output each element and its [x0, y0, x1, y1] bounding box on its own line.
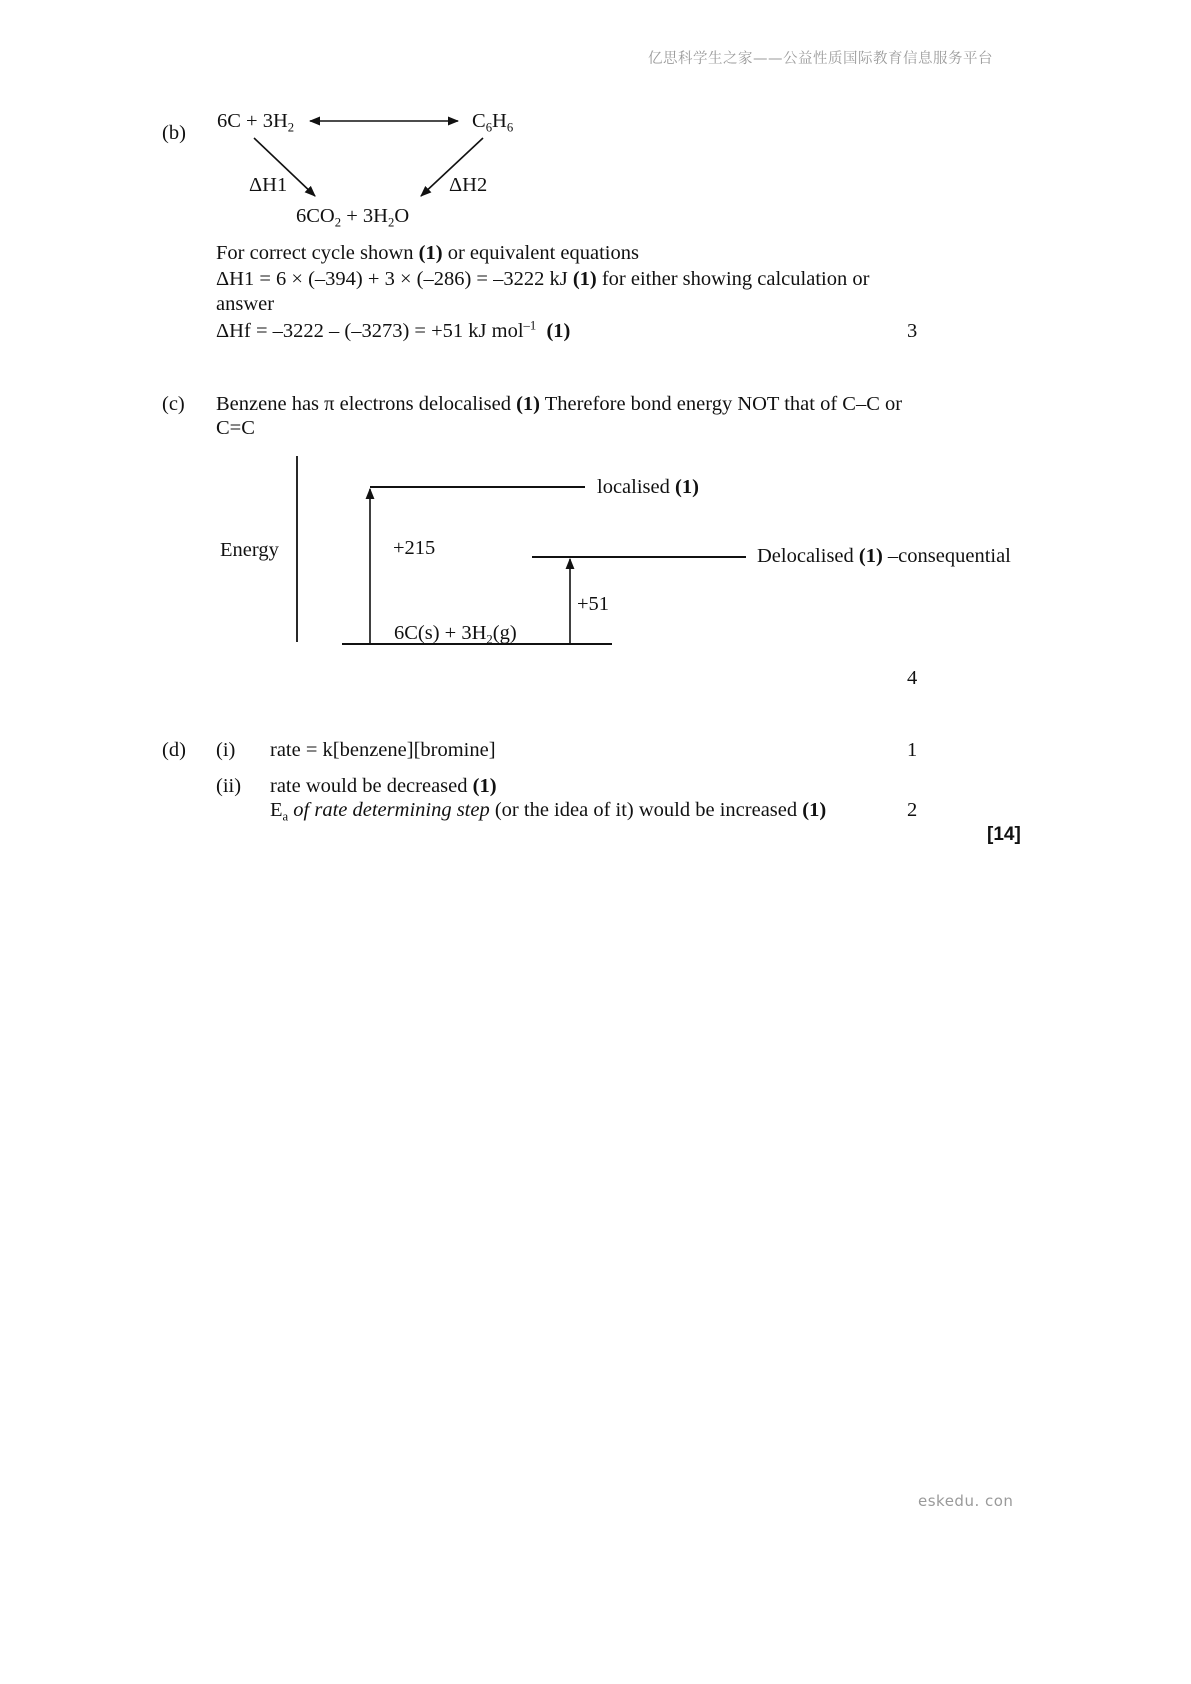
- part-c-label: (c): [162, 393, 185, 415]
- part-b-line2: [216, 269, 869, 290]
- b-line2-post: for either showing calculation or: [596, 268, 870, 290]
- b-line4-pre: ΔHf = –3222 – (–3273) = +51 kJ mol: [216, 320, 524, 342]
- products-a: 6CO: [296, 205, 335, 227]
- localised-text: localised: [597, 476, 675, 498]
- products-a-sub: 2: [334, 215, 342, 230]
- delocalised-post: –consequential: [882, 545, 1011, 567]
- localised-label: [597, 477, 699, 498]
- d-ii-line2-post: (or the idea of it) would be increased: [489, 799, 803, 821]
- products-c: O: [394, 205, 410, 227]
- b-line2-pre: ΔH1 = 6 × (–394) + 3 × (–286) = –3222 kJ: [216, 268, 573, 290]
- b-line4-mark: (1): [546, 320, 571, 342]
- localised-mark: (1): [675, 476, 699, 498]
- part-d-i-text: rate = k[benzene][bromine]: [270, 739, 496, 761]
- delocalised-mark: (1): [858, 545, 883, 567]
- part-d-label: (d): [162, 739, 186, 761]
- cycle-reactants: [217, 110, 295, 135]
- part-b-line3: answer: [216, 293, 275, 315]
- b-line2-mark: (1): [572, 268, 597, 290]
- products-b-sub: 2: [387, 215, 395, 230]
- part-b-line1: [216, 243, 639, 264]
- delocalised-text: Delocalised: [757, 545, 859, 567]
- products-b: + 3H: [341, 205, 388, 227]
- c-line1-mark: (1): [516, 393, 540, 415]
- cycle-benzene: [472, 110, 514, 135]
- page-footer: eskedu. con: [918, 1492, 1014, 1510]
- b-line1-post: or equivalent equations: [442, 242, 639, 264]
- delocalised-label: [757, 546, 1011, 567]
- reactants-text: 6C + 3H: [217, 110, 288, 132]
- energy-axis-label: Energy: [220, 539, 279, 561]
- part-d-i-marks: 1: [907, 739, 918, 761]
- part-d-ii-line1: [270, 776, 497, 797]
- baseline-label: [394, 622, 517, 647]
- reactants-sub: 2: [287, 120, 295, 135]
- benzene-h-sub: 6: [506, 120, 514, 135]
- total-marks: [14]: [987, 824, 1021, 845]
- baseline-b: (g): [492, 622, 517, 644]
- part-d-ii-line2: [270, 799, 827, 824]
- c-line1-post: Therefore bond energy NOT that of C–C or: [539, 393, 903, 415]
- d-ii-line1-text: rate would be decreased: [270, 775, 473, 797]
- part-c-line1: [216, 394, 902, 415]
- value-215: +215: [393, 537, 436, 559]
- benzene-h: H: [492, 110, 507, 132]
- b-line1-pre: For correct cycle shown: [216, 242, 419, 264]
- benzene-c: C: [472, 110, 486, 132]
- part-b-line4: [216, 318, 571, 342]
- baseline-sub: 2: [486, 632, 493, 647]
- d-ii-line2-e-sub: a: [282, 809, 289, 824]
- part-b-marks: 3: [907, 320, 918, 342]
- page-header: 亿思科学生之家——公益性质国际教育信息服务平台: [648, 51, 993, 67]
- d-ii-line1-mark: (1): [472, 775, 497, 797]
- part-d-ii-marks: 2: [907, 799, 918, 821]
- baseline-a: 6C(s) + 3H: [394, 622, 487, 644]
- part-c-marks: 4: [907, 667, 918, 689]
- c-line1-pre: Benzene has π electrons delocalised: [216, 393, 517, 415]
- dh1-label: ΔH1: [249, 174, 288, 196]
- dh2-label: ΔH2: [449, 174, 488, 196]
- d-ii-line2-italic: of rate determining step: [288, 799, 490, 821]
- d-ii-line2-e: E: [270, 799, 283, 821]
- b-line4-sup: –1: [523, 318, 537, 333]
- part-d-ii-label: (ii): [216, 775, 242, 797]
- d-ii-line2-mark: (1): [802, 799, 827, 821]
- value-51: +51: [577, 593, 610, 615]
- benzene-c-sub: 6: [485, 120, 493, 135]
- part-c-line2: C=C: [216, 417, 255, 439]
- part-d-i-label: (i): [216, 739, 236, 761]
- part-b-label: (b): [162, 122, 186, 144]
- b-line1-mark: (1): [418, 242, 443, 264]
- cycle-products: [296, 205, 410, 230]
